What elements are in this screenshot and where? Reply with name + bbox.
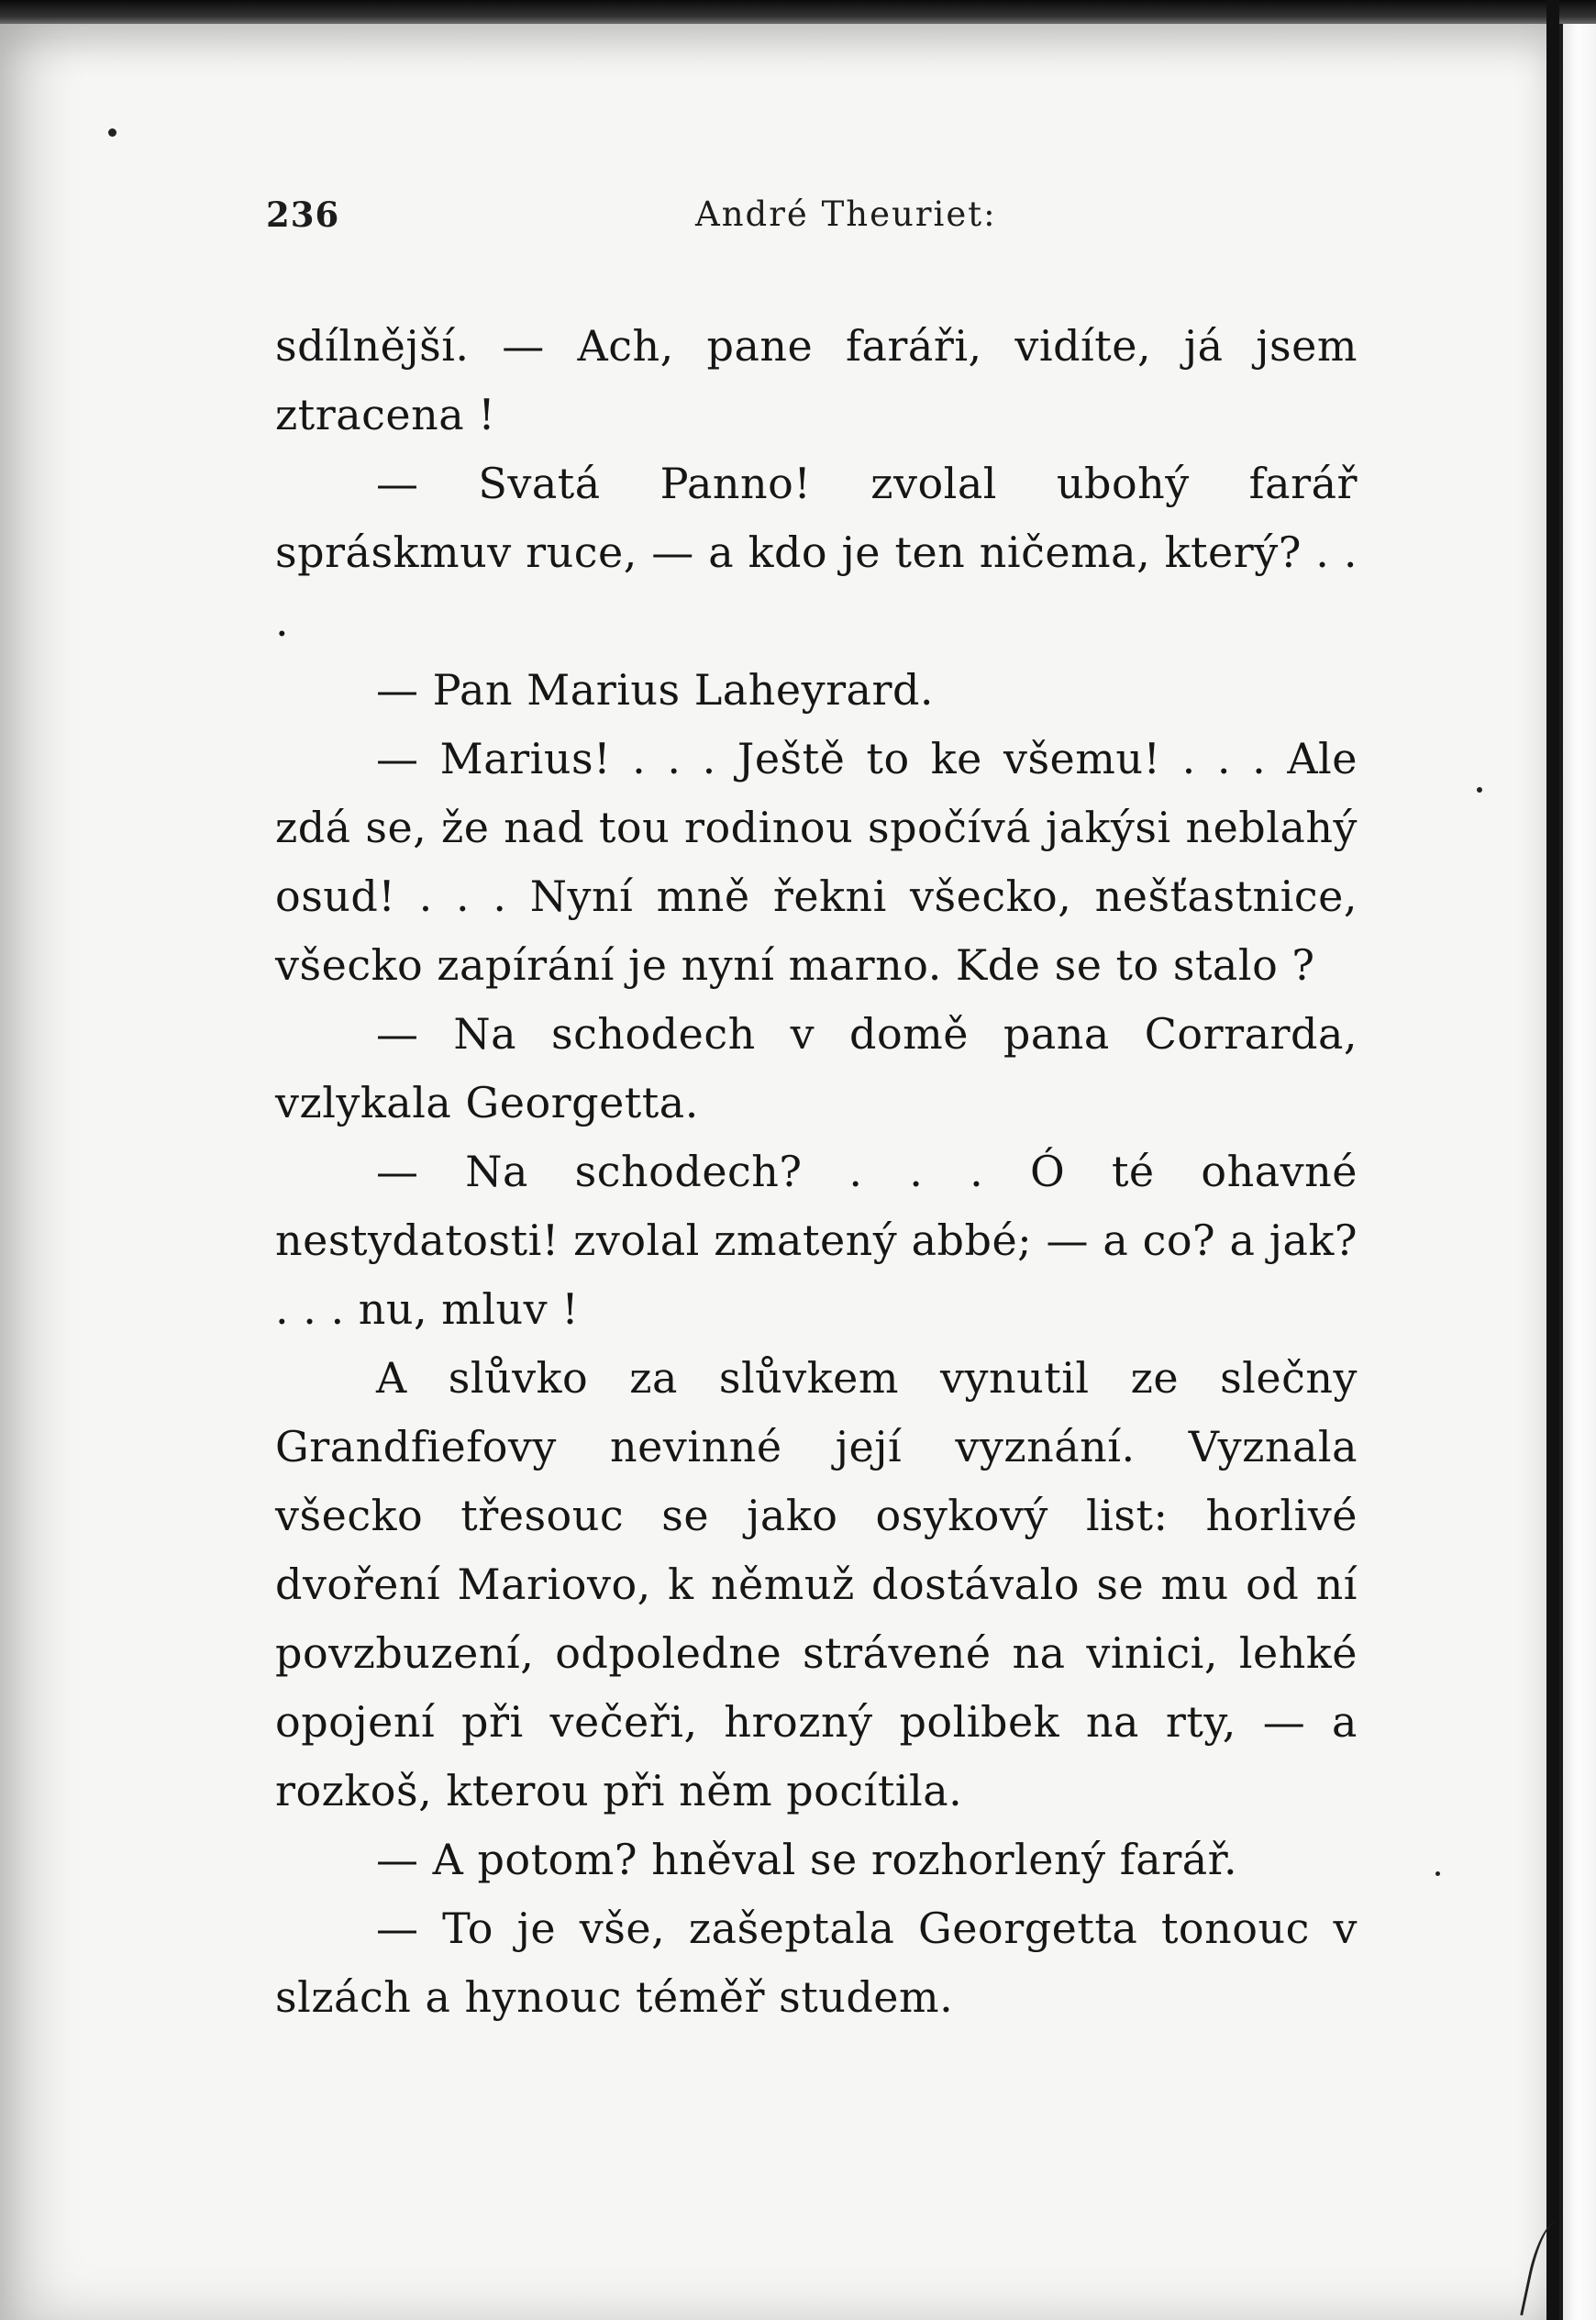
scan-top-border [0, 0, 1596, 24]
ink-speck [108, 128, 116, 137]
paragraph: — Na schodech? . . . Ó té ohavné nestydatosti! zvolal zmatený abbé; — a co? a jak? . . . nu, mluv ! [275, 1147, 1358, 1334]
body-text [275, 312, 1358, 2032]
page-number: 236 [266, 194, 340, 235]
ink-speck [1435, 1871, 1440, 1876]
paragraph: — A potom? hněval se rozhorlený farář. [376, 1835, 1238, 1884]
ink-speck [1477, 787, 1482, 793]
paragraph: A slůvko za slůvkem vynutil ze slečny Grandfiefovy nevinné její vyznání. Vyznala všecko třesouc se jako osykový list: horlivé dvoření Mariovo, k němuž dostávalo se mu od ní povzbuzení, odpoledne strávené na vinici, lehké opojení při večeři, hrozný polibek na rty, — a rozkoš, kterou při něm pocítila. [275, 1353, 1358, 1815]
paragraph: sdílnější. — Ach, pane faráři, vidíte, já jsem ztracena ! [275, 321, 1358, 439]
paragraph: — Na schodech v domě pana Corrarda, vzlykala Georgetta. [275, 1009, 1358, 1127]
paragraph: — Pan Marius Laheyrard. [376, 665, 935, 715]
paragraph: — To je vše, zašeptala Georgetta tonouc v slzách a hynouc téměř studem. [275, 1904, 1358, 2022]
running-header [0, 194, 1550, 250]
adjacent-page-edge [1559, 24, 1596, 2320]
paragraph: — Marius! . . . Ještě to ke všemu! . . . Ale zdá se, že nad tou rodinou spočívá jakýsi neblahý osud! . . . Nyní mně řekni všecko, nešťastnice, všecko zapírání je nyní marno. Kde se to stalo ? [275, 734, 1358, 990]
page-gutter-shadow [1546, 0, 1559, 2320]
paragraph: — Svatá Panno! zvolal ubohý farář spráskmuv ruce, — a kdo je ten ničema, který? . . . [275, 459, 1358, 646]
running-title: André Theuriet: [695, 194, 997, 234]
